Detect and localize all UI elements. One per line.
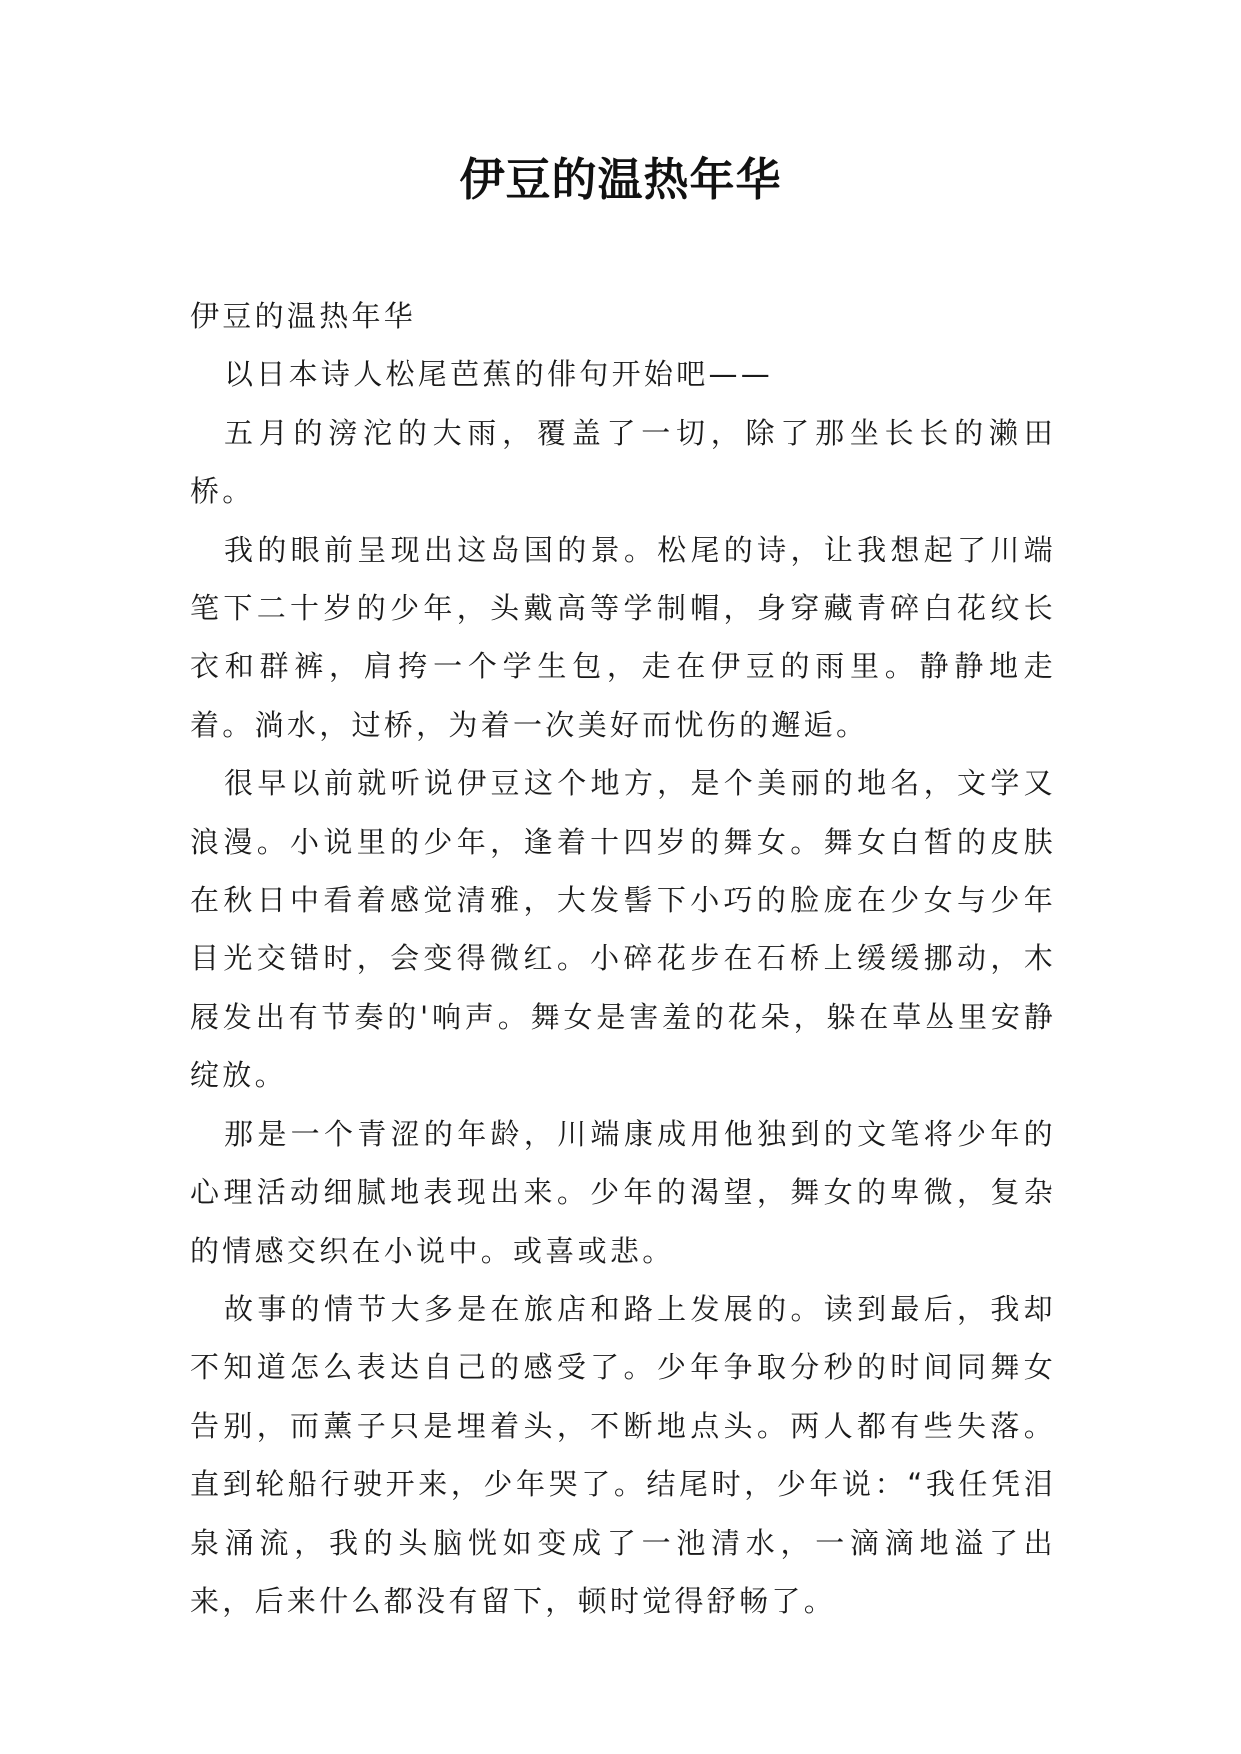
paragraph: 那是一个青涩的年龄，川端康成用他独到的文笔将少年的心理活动细腻地表现出来。少年的渴望，舞女的卑微，复杂的情感交织在小说中。或喜或悲。	[190, 1116, 1056, 1268]
paragraph: 故事的情节大多是在旅店和路上发展的。读到最后，我却不知道怎么表达自己的感受了。少年争取分秒的时间同舞女告别，而薰子只是埋着头，不断地点头。两人都有些失落。直到轮船行驶开来，少年哭了。结尾时，少年说：“我任凭泪泉涌流，我的头脑恍如变成了一池清水，一滴滴地溢了出来，后来什么都没有留下，顿时觉得舒畅了。	[190, 1291, 1056, 1618]
paragraph: 我的眼前呈现出这岛国的景。松尾的诗，让我想起了川端笔下二十岁的少年，头戴高等学制帽，身穿藏青碎白花纹长衣和群裤，肩挎一个学生包，走在伊豆的雨里。静静地走着。淌水，过桥，为着一次美好而忧伤的邂逅。	[190, 532, 1056, 742]
paragraph: 以日本诗人松尾芭蕉的俳句开始吧——	[224, 357, 774, 392]
document-title: 伊豆的温热年华	[459, 153, 782, 206]
document-body	[190, 287, 1056, 1630]
paragraph: 五月的滂沱的大雨，覆盖了一切，除了那坐长长的濑田桥。	[190, 415, 1056, 509]
paragraph: 很早以前就听说伊豆这个地方，是个美丽的地名，文学又浪漫。小说里的少年，逢着十四岁的舞女。舞女白皙的皮肤在秋日中看着感觉清雅，大发髻下小巧的脸庞在少女与少年目光交错时，会变得微红。小碎花步在石桥上缓缓挪动，木屐发出有节奏的'响声。舞女是害羞的花朵，躲在草丛里安静绽放。	[190, 766, 1056, 1093]
body-heading: 伊豆的温热年华	[190, 299, 417, 333]
